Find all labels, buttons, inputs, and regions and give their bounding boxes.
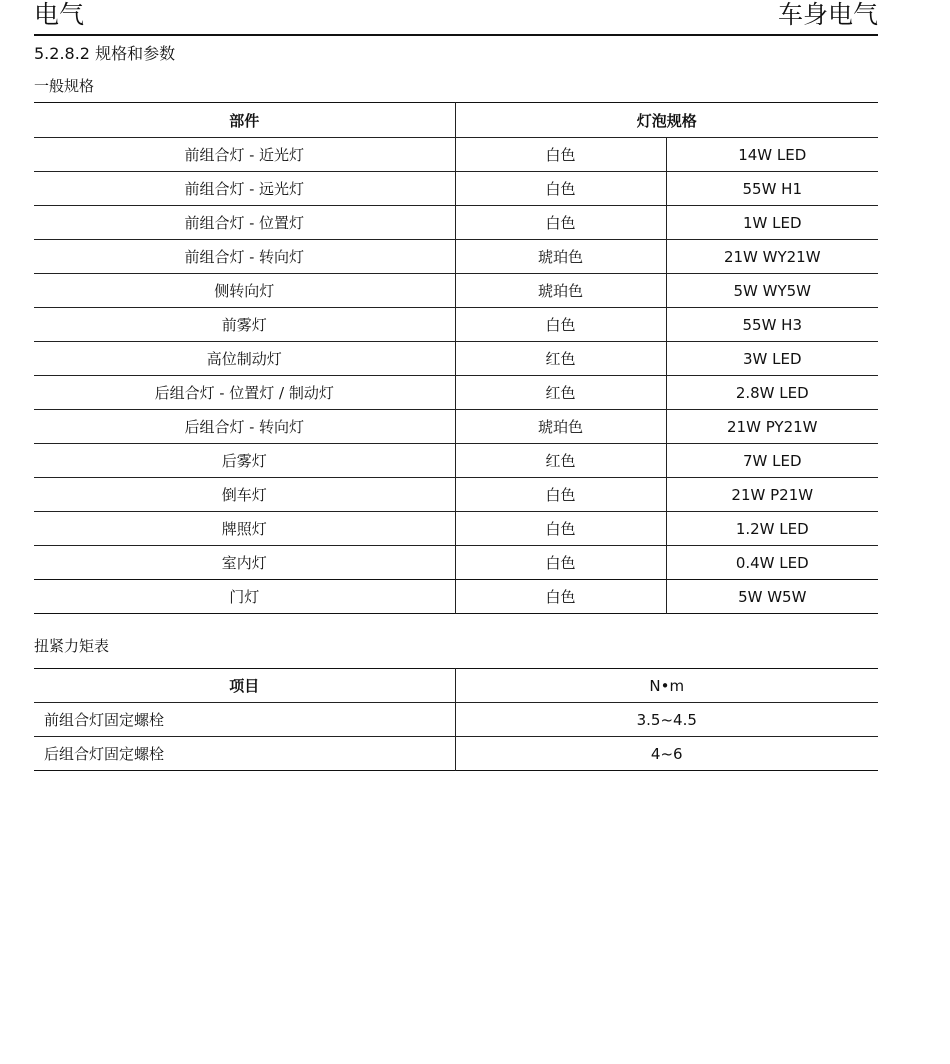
cell-bulb: 21W P21W [666, 478, 878, 512]
document-page [34, 0, 878, 771]
cell-bulb: 2.8W LED [666, 376, 878, 410]
table-header-row [34, 103, 878, 138]
cell-bulb: 0.4W LED [666, 546, 878, 580]
cell-part: 前组合灯 - 位置灯 [34, 206, 455, 240]
cell-bulb: 55W H3 [666, 308, 878, 342]
cell-color: 琥珀色 [455, 240, 666, 274]
column-header-item: 项目 [34, 669, 455, 703]
cell-bulb: 3W LED [666, 342, 878, 376]
torque-title: 扭紧力矩表 [34, 637, 110, 655]
table-row [34, 478, 878, 512]
cell-bulb: 7W LED [666, 444, 878, 478]
column-header-bulb: 灯泡规格 [455, 103, 878, 138]
table-row [34, 376, 878, 410]
cell-color: 白色 [455, 308, 666, 342]
cell-bulb: 5W WY5W [666, 274, 878, 308]
table-row [34, 308, 878, 342]
cell-color: 琥珀色 [455, 274, 666, 308]
cell-bulb: 1W LED [666, 206, 878, 240]
table-row [34, 172, 878, 206]
table-row [34, 580, 878, 614]
table-row [34, 410, 878, 444]
cell-bulb: 21W WY21W [666, 240, 878, 274]
cell-color: 白色 [455, 172, 666, 206]
cell-part: 前雾灯 [34, 308, 455, 342]
torque-section [34, 636, 878, 771]
cell-item: 后组合灯固定螺栓 [34, 737, 455, 771]
torque-body [34, 703, 878, 771]
cell-part: 后雾灯 [34, 444, 455, 478]
cell-bulb: 5W W5W [738, 587, 807, 606]
cell-color: 红色 [455, 342, 666, 376]
cell-color: 白色 [455, 512, 666, 546]
general-spec-title: 一般规格 [34, 77, 95, 95]
cell-torque-value: 4~6 [650, 744, 683, 763]
cell-bulb: 21W PY21W [666, 410, 878, 444]
cell-color: 白色 [455, 206, 666, 240]
column-header-unit: N•m [455, 669, 878, 703]
cell-part: 门灯 [34, 580, 455, 614]
table-row [34, 512, 878, 546]
cell-part: 牌照灯 [34, 512, 455, 546]
table-row [34, 737, 878, 771]
table-row [34, 138, 878, 172]
table-row [34, 546, 878, 580]
cell-color: 琥珀色 [455, 410, 666, 444]
table-row [34, 703, 878, 737]
column-header-part: 部件 [34, 103, 455, 138]
cell-item: 前组合灯固定螺栓 [34, 703, 455, 737]
cell-color: 红色 [455, 376, 666, 410]
cell-bulb: 1.2W LED [666, 512, 878, 546]
table-row [34, 444, 878, 478]
cell-part: 后组合灯 - 转向灯 [34, 410, 455, 444]
cell-color: 白色 [455, 546, 666, 580]
torque-table [34, 668, 878, 771]
header-chapter: 电气 [34, 0, 85, 29]
table-row [34, 206, 878, 240]
cell-torque-value: 3.5~4.5 [455, 703, 878, 737]
cell-part: 倒车灯 [34, 478, 455, 512]
cell-part: 高位制动灯 [34, 342, 455, 376]
cell-color: 白色 [455, 580, 666, 614]
cell-part: 侧转向灯 [34, 274, 455, 308]
cell-part: 后组合灯 - 位置灯 / 制动灯 [34, 376, 455, 410]
cell-color: 白色 [455, 478, 666, 512]
cell-bulb: 55W H1 [666, 172, 878, 206]
cell-color: 红色 [455, 444, 666, 478]
torque-header-row [34, 669, 878, 703]
general-spec-table [34, 102, 878, 614]
cell-part: 前组合灯 - 近光灯 [34, 138, 455, 172]
table-row [34, 342, 878, 376]
page-header [34, 0, 878, 36]
cell-part: 前组合灯 - 远光灯 [34, 172, 455, 206]
cell-color: 白色 [455, 138, 666, 172]
cell-bulb: 14W LED [666, 138, 878, 172]
section-title: 5.2.8.2 规格和参数 [34, 44, 176, 63]
cell-part: 室内灯 [34, 546, 455, 580]
table-row [34, 274, 878, 308]
header-section: 车身电气 [777, 0, 878, 29]
cell-part: 前组合灯 - 转向灯 [34, 240, 455, 274]
table-row [34, 240, 878, 274]
general-spec-body [34, 138, 878, 614]
